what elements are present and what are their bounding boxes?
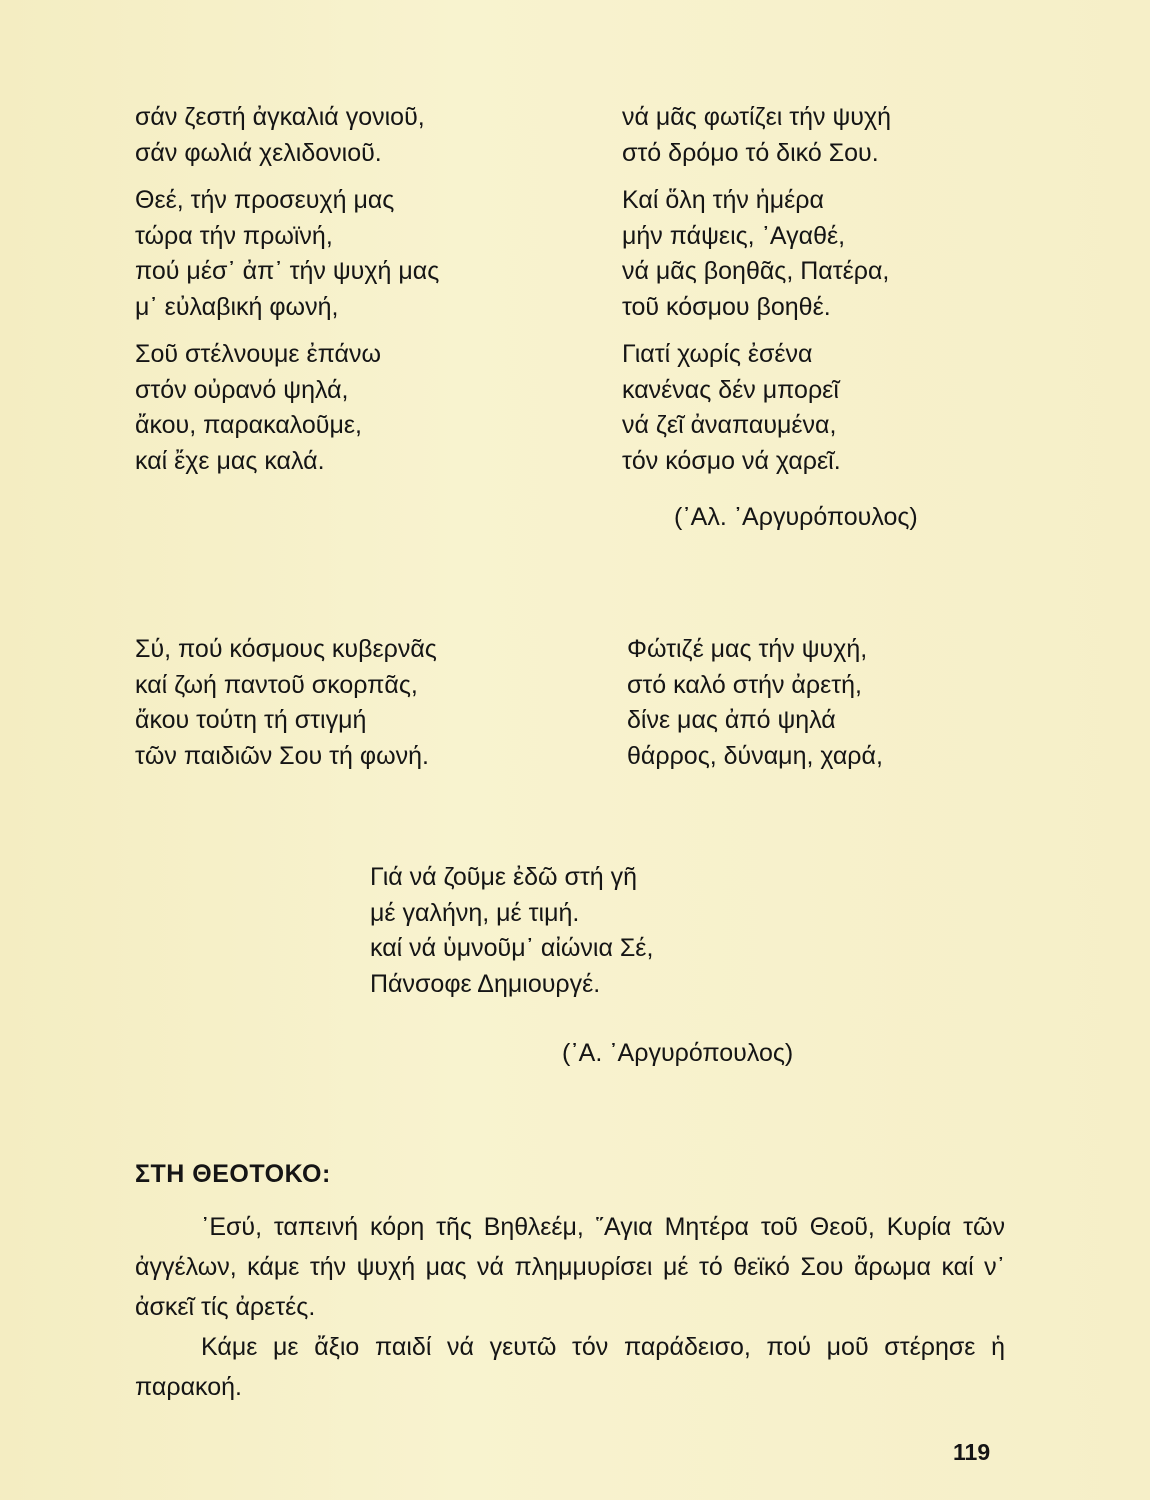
- verse-line: νά ζεῖ ἀναπαυμένα,: [622, 411, 837, 439]
- verse-line: καί ζωή παντοῦ σκορπᾶς,: [135, 670, 418, 699]
- stanza: [135, 183, 439, 325]
- stanza: [622, 183, 891, 325]
- poem2-left-column: [135, 632, 437, 774]
- verse-line: ἄκου τούτη τή στιγμή: [135, 706, 367, 734]
- section-heading: ΣΤΗ ΘΕΟΤΟΚΟ:: [135, 1160, 331, 1188]
- poem2-signature: (᾿Α. ᾿Αργυρόπουλος): [562, 1039, 794, 1067]
- verse-line: στό καλό στήν ἀρετή,: [627, 670, 862, 699]
- verse-line: τόν κόσμο νά χαρεῖ.: [622, 446, 841, 475]
- verse-line: Πάνσοφε Δημιουργέ.: [370, 969, 601, 998]
- verse-line: Γιατί χωρίς ἐσένα: [622, 340, 813, 368]
- verse-line: σάν ζεστή ἀγκαλιά γονιοῦ,: [135, 103, 425, 131]
- verse-line: Σοῦ στέλνουμε ἐπάνω: [135, 340, 382, 368]
- prose-paragraph: ᾿Εσύ, ταπεινή κόρη τῆς Βηθλεέμ, ῞Αγια Μητέρα τοῦ Θεοῦ, Κυρία τῶν ἀγγέλων, κάμε τήν ψυχή μας νά πλημμυρίσει μέ τό θεϊκό Σου ἄρωμα καί ν᾽ ἀσκεῖ τίς ἀρετές.: [135, 1213, 1005, 1321]
- verse-line: τώρα τήν πρωϊνή,: [135, 221, 333, 250]
- verse-line: Φώτιζέ μας τήν ψυχή,: [627, 635, 868, 663]
- page-number: 119: [953, 1439, 991, 1465]
- verse-line: μέ γαλήνη, μέ τιμή.: [370, 898, 580, 927]
- verse-line: νά μᾶς βοηθᾶς, Πατέρα,: [622, 257, 890, 285]
- verse-line: πού μέσ᾽ ἀπ᾽ τήν ψυχή μας: [135, 257, 440, 285]
- verse-line: καί ἔχε μας καλά.: [135, 446, 325, 475]
- stanza: [622, 337, 891, 479]
- verse-line: ἄκου, παρακαλοῦμε,: [135, 411, 362, 439]
- verse-line: δίνε μας ἀπό ψηλά: [627, 706, 836, 734]
- verse-line: στόν οὐρανό ψηλά,: [135, 375, 349, 404]
- stanza: [622, 100, 891, 171]
- stanza: [135, 100, 439, 171]
- poem1-left-column: [135, 100, 439, 491]
- verse-line: Καί ὅλη τήν ἡμέρα: [622, 186, 824, 214]
- verse-line: Γιά νά ζοῦμε ἐδῶ στή γῆ: [370, 863, 638, 891]
- poem1-right-column: [622, 100, 891, 491]
- verse-line: μ᾽ εὐλαβική φωνή,: [135, 292, 339, 321]
- prose-body: [135, 1207, 1005, 1407]
- verse-line: Σύ, πού κόσμους κυβερνᾶς: [135, 635, 437, 663]
- stanza: [135, 337, 439, 479]
- verse-line: τοῦ κόσμου βοηθέ.: [622, 292, 831, 321]
- poem2-center-stanza: [370, 860, 653, 1002]
- verse-line: τῶν παιδιῶν Σου τή φωνή.: [135, 741, 429, 770]
- poem2-right-column: [627, 632, 883, 774]
- poem1-signature: (᾿Αλ. ᾿Αργυρόπουλος): [674, 503, 918, 531]
- verse-line: κανένας δέν μπορεῖ: [622, 375, 839, 404]
- verse-line: νά μᾶς φωτίζει τήν ψυχή: [622, 103, 891, 131]
- verse-line: θάρρος, δύναμη, χαρά,: [627, 741, 883, 770]
- verse-line: στό δρόμο τό δικό Σου.: [622, 138, 879, 167]
- verse-line: μήν πάψεις, ᾿Αγαθέ,: [622, 221, 846, 250]
- verse-line: καί νά ὑμνοῦμ᾽ αἰώνια Σέ,: [370, 934, 654, 962]
- verse-line: Θεέ, τήν προσευχή μας: [135, 186, 395, 214]
- verse-line: σάν φωλιά χελιδονιοῦ.: [135, 138, 382, 167]
- prose-paragraph: Κάμε με ἄξιο παιδί νά γευτῶ τόν παράδεισο, πού μοῦ στέρησε ἡ παρακοή.: [135, 1333, 1005, 1401]
